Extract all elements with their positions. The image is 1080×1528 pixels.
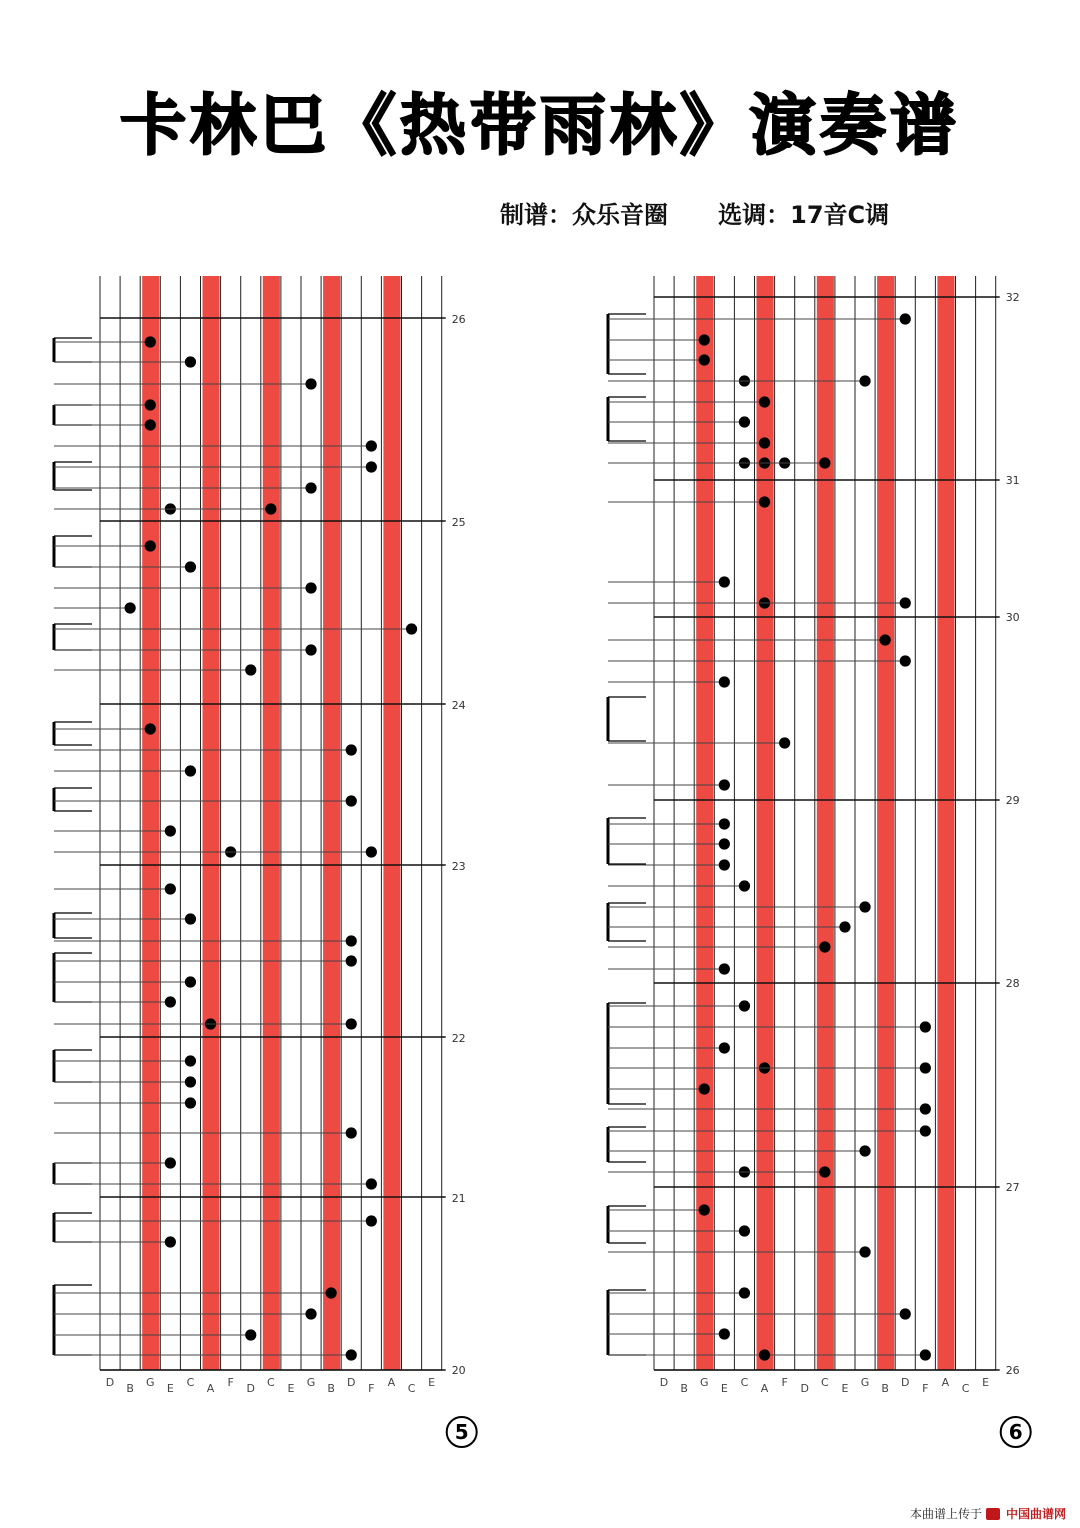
note-dot	[346, 744, 357, 755]
key-label: E	[166, 1382, 174, 1395]
note-dot	[185, 561, 196, 572]
red-tine	[817, 276, 834, 1370]
footer	[910, 1505, 1066, 1522]
note-dot	[719, 676, 730, 687]
note-dot	[145, 336, 156, 347]
key-label: C	[821, 1376, 829, 1389]
measure-number: 31	[1005, 474, 1020, 487]
note-dot	[859, 1246, 870, 1257]
note-dot	[739, 880, 750, 891]
note-dot	[819, 941, 830, 952]
measure-number: 20	[451, 1364, 466, 1377]
note-dot	[245, 1329, 256, 1340]
key-label: C	[407, 1382, 416, 1395]
note-dot	[900, 597, 911, 608]
key-label: A	[760, 1382, 769, 1395]
score-panel-2	[608, 276, 1031, 1447]
measure-number: 23	[451, 860, 466, 873]
note-dot	[719, 859, 730, 870]
note-dot	[739, 1000, 750, 1011]
note-dot	[719, 779, 730, 790]
note-dot	[819, 457, 830, 468]
red-tine	[203, 276, 220, 1370]
key-label: F	[227, 1376, 234, 1389]
key-label: G	[145, 1376, 155, 1389]
note-dot	[739, 1225, 750, 1236]
key-label: A	[941, 1376, 950, 1389]
measure-number: 27	[1005, 1181, 1020, 1194]
note-dot	[165, 883, 176, 894]
score-panel-1	[54, 276, 477, 1447]
note-dot	[859, 375, 870, 386]
key-label: E	[982, 1376, 990, 1389]
key-label: A	[206, 1382, 215, 1395]
note-dot	[819, 1166, 830, 1177]
footer-uploaded: 本曲谱上传于	[909, 1507, 982, 1521]
note-dot	[185, 1055, 196, 1066]
note-dot	[346, 935, 357, 946]
note-dot	[699, 1083, 710, 1094]
footer-site: 中国曲谱网	[1005, 1507, 1066, 1521]
key-label: E	[287, 1382, 295, 1395]
note-dot	[125, 602, 136, 613]
note-dot	[145, 723, 156, 734]
key-label: C	[961, 1382, 970, 1395]
note-dot	[305, 644, 316, 655]
key-credit: 选调：17音C调	[718, 201, 890, 229]
note-dot	[699, 334, 710, 345]
note-dot	[145, 540, 156, 551]
note-dot	[719, 1042, 730, 1053]
note-dot	[326, 1287, 337, 1298]
key-label: F	[781, 1376, 788, 1389]
note-dot	[859, 901, 870, 912]
key-label: F	[922, 1382, 929, 1395]
note-dot	[759, 396, 770, 407]
note-dot	[719, 576, 730, 587]
key-label: D	[347, 1376, 356, 1389]
red-tine	[263, 276, 280, 1370]
key-label: G	[306, 1376, 316, 1389]
note-dot	[839, 921, 850, 932]
key-label: B	[126, 1382, 134, 1395]
key-label: C	[186, 1376, 195, 1389]
key-label: F	[368, 1382, 375, 1395]
note-dot	[165, 1236, 176, 1247]
measure-number: 22	[451, 1032, 466, 1045]
key-label: E	[428, 1376, 436, 1389]
note-dot	[739, 416, 750, 427]
measure-number: 26	[451, 313, 466, 326]
note-dot	[185, 976, 196, 987]
note-dot	[719, 1328, 730, 1339]
note-dot	[346, 1349, 357, 1360]
note-dot	[900, 313, 911, 324]
note-dot	[185, 913, 196, 924]
note-dot	[759, 496, 770, 507]
note-dot	[305, 378, 316, 389]
measure-number: 29	[1005, 794, 1020, 807]
key-label: D	[901, 1376, 910, 1389]
page-number: 5	[454, 1420, 469, 1444]
note-dot	[165, 996, 176, 1007]
note-dot	[366, 1178, 377, 1189]
note-dot	[739, 1287, 750, 1298]
note-dot	[185, 1097, 196, 1108]
red-tine	[383, 276, 400, 1370]
note-dot	[719, 838, 730, 849]
red-tine	[877, 276, 894, 1370]
note-dot	[245, 664, 256, 675]
note-dot	[165, 825, 176, 836]
note-dot	[145, 419, 156, 430]
note-dot	[265, 503, 276, 514]
measure-number: 28	[1005, 977, 1020, 990]
note-dot	[165, 1157, 176, 1168]
key-label: B	[327, 1382, 335, 1395]
note-dot	[366, 846, 377, 857]
key-label: D	[246, 1382, 255, 1395]
note-dot	[305, 1308, 316, 1319]
note-dot	[366, 1215, 377, 1226]
note-dot	[779, 737, 790, 748]
page-title: 卡林巴《热带雨林》演奏谱	[120, 87, 960, 164]
note-dot	[346, 1127, 357, 1138]
key-label: C	[267, 1376, 275, 1389]
note-dot	[880, 634, 891, 645]
note-dot	[920, 1349, 931, 1360]
note-dot	[699, 1204, 710, 1215]
note-dot	[719, 818, 730, 829]
measure-number: 24	[451, 699, 466, 712]
measure-number: 21	[451, 1192, 466, 1205]
note-dot	[185, 356, 196, 367]
note-dot	[305, 582, 316, 593]
key-label: D	[800, 1382, 809, 1395]
note-dot	[719, 963, 730, 974]
page-number: 6	[1008, 1420, 1023, 1444]
note-dot	[920, 1103, 931, 1114]
note-dot	[900, 655, 911, 666]
note-dot	[185, 765, 196, 776]
key-label: D	[105, 1376, 115, 1389]
key-label: G	[699, 1376, 709, 1389]
key-label: C	[740, 1376, 749, 1389]
measure-number: 32	[1005, 291, 1020, 304]
measure-number: 25	[451, 516, 466, 529]
arranger-credit: 制谱：众乐音圈	[500, 201, 668, 229]
note-dot	[185, 1076, 196, 1087]
red-tine	[937, 276, 954, 1370]
key-label: E	[841, 1382, 849, 1395]
note-dot	[366, 461, 377, 472]
note-dot	[759, 437, 770, 448]
key-label: B	[680, 1382, 688, 1395]
key-label: D	[659, 1376, 669, 1389]
note-dot	[346, 1018, 357, 1029]
site-logo-icon	[986, 1508, 1000, 1520]
note-dot	[699, 354, 710, 365]
key-label: B	[881, 1382, 889, 1395]
key-label: G	[860, 1376, 870, 1389]
note-dot	[900, 1308, 911, 1319]
note-dot	[759, 1349, 770, 1360]
note-dot	[920, 1125, 931, 1136]
note-dot	[366, 440, 377, 451]
note-dot	[145, 399, 156, 410]
note-dot	[920, 1062, 931, 1073]
red-tine	[323, 276, 340, 1370]
measure-number: 30	[1005, 611, 1020, 624]
note-dot	[346, 795, 357, 806]
note-dot	[859, 1145, 870, 1156]
note-dot	[920, 1021, 931, 1032]
note-dot	[305, 482, 316, 493]
note-dot	[406, 623, 417, 634]
key-label: A	[387, 1376, 396, 1389]
red-tine	[142, 276, 159, 1370]
note-dot	[346, 955, 357, 966]
measure-number: 26	[1005, 1364, 1020, 1377]
key-label: E	[720, 1382, 728, 1395]
